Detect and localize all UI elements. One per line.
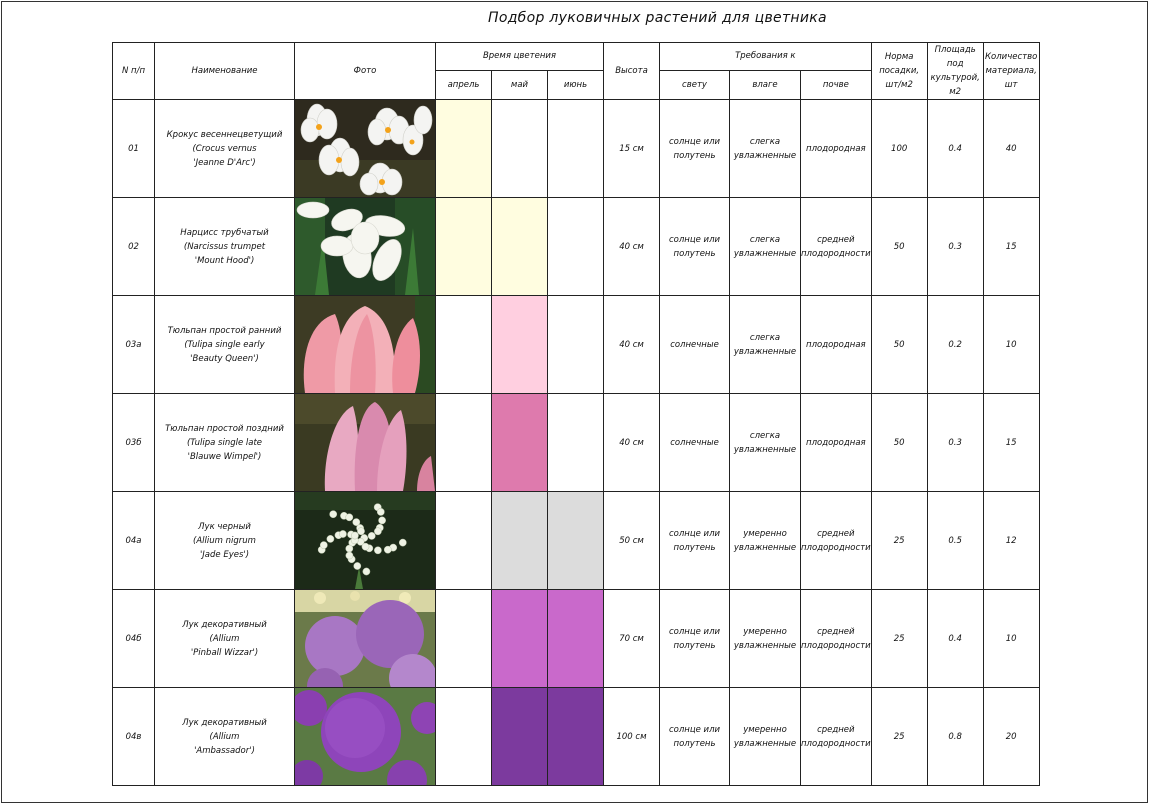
crocus-photo [295,100,436,198]
row-density: 25 [871,688,927,786]
row-quantity: 40 [983,100,1039,198]
bloom-june-cell [548,296,604,394]
row-soil: плодородная [801,296,872,394]
row-num: 04в [113,688,155,786]
row-num: 03б [113,394,155,492]
plants-table [112,42,1040,786]
row-name: Тюльпан простой ранний (Tulipa single early 'Beauty Queen') [155,296,295,394]
row-density: 25 [871,492,927,590]
bloom-april-cell [436,492,492,590]
row-area: 0.8 [927,688,983,786]
table-row [113,394,1040,492]
bloom-june-cell [548,394,604,492]
bloom-april-cell [436,688,492,786]
bloom-april-cell [436,296,492,394]
row-quantity: 10 [983,590,1039,688]
header-num: N п/п [113,43,155,100]
bloom-may-cell [492,394,548,492]
row-area: 0.3 [927,198,983,296]
row-num: 04а [113,492,155,590]
row-num: 01 [113,100,155,198]
row-soil: средней плодородности [801,590,872,688]
row-density: 50 [871,394,927,492]
row-num: 03а [113,296,155,394]
row-light: солнце или полутень [660,688,730,786]
header-density: Норма посадки, шт/м2 [871,43,927,100]
row-moisture: слегка увлажненные [730,100,801,198]
page-title: Подбор луковичных растений для цветника [488,10,827,26]
header-area: Площадь под культурой, м2 [927,43,983,100]
row-soil: плодородная [801,394,872,492]
row-quantity: 15 [983,198,1039,296]
row-density: 50 [871,296,927,394]
header-month-april: апрель [436,70,492,99]
row-light: солнечные [660,394,730,492]
bloom-april-cell [436,198,492,296]
bloom-june-cell [548,688,604,786]
header-month-june: июнь [548,70,604,99]
bloom-april-cell [436,590,492,688]
row-area: 0.4 [927,100,983,198]
bloom-may-cell [492,492,548,590]
bloom-may-cell [492,590,548,688]
header-name: Наименование [155,43,295,100]
row-moisture: слегка увлажненные [730,296,801,394]
table-row [113,688,1040,786]
row-light: солнечные [660,296,730,394]
header-req-moisture: влаге [730,70,801,99]
row-height: 15 см [604,100,660,198]
row-moisture: умеренно увлажненные [730,590,801,688]
header-month-may: май [492,70,548,99]
bloom-may-cell [492,688,548,786]
row-quantity: 15 [983,394,1039,492]
header-req-light: свету [660,70,730,99]
header-req-group: Требования к [660,43,872,71]
row-moisture: умеренно увлажненные [730,688,801,786]
row-height: 70 см [604,590,660,688]
bloom-june-cell [548,198,604,296]
row-height: 40 см [604,296,660,394]
row-moisture: слегка увлажненные [730,198,801,296]
table-row [113,590,1040,688]
row-soil: средней плодородности [801,492,872,590]
row-moisture: слегка увлажненные [730,394,801,492]
row-soil: плодородная [801,100,872,198]
row-name: Лук декоративный (Allium 'Ambassador') [155,688,295,786]
tulip-early-photo [295,296,436,394]
row-name: Нарцисс трубчатый (Narcissus trumpet 'Mount Hood') [155,198,295,296]
allium-pinball-photo [295,590,436,688]
row-num: 04б [113,590,155,688]
bloom-april-cell [436,394,492,492]
row-name: Тюльпан простой поздний (Tulipa single late 'Blauwe Wimpel') [155,394,295,492]
header-photo: Фото [295,43,436,100]
row-quantity: 12 [983,492,1039,590]
row-density: 50 [871,198,927,296]
row-light: солнце или полутень [660,590,730,688]
row-density: 100 [871,100,927,198]
row-height: 50 см [604,492,660,590]
allium-nigrum-photo [295,492,436,590]
row-soil: средней плодородности [801,688,872,786]
row-name: Крокус весеннецветущий (Crocus vernus 'Jeanne D'Arc') [155,100,295,198]
row-height: 100 см [604,688,660,786]
bloom-june-cell [548,100,604,198]
row-area: 0.4 [927,590,983,688]
row-name: Лук черный (Allium nigrum 'Jade Eyes') [155,492,295,590]
row-num: 02 [113,198,155,296]
bloom-may-cell [492,296,548,394]
narcissus-photo [295,198,436,296]
row-area: 0.5 [927,492,983,590]
bloom-june-cell [548,492,604,590]
header-bloom-group: Время цветения [436,43,604,71]
row-height: 40 см [604,198,660,296]
row-light: солнце или полутень [660,100,730,198]
table-row [113,100,1040,198]
row-light: солнце или полутень [660,492,730,590]
row-light: солнце или полутень [660,198,730,296]
header-height: Высота [604,43,660,100]
row-quantity: 20 [983,688,1039,786]
bloom-may-cell [492,198,548,296]
row-moisture: умеренно увлажненные [730,492,801,590]
bloom-june-cell [548,590,604,688]
row-area: 0.3 [927,394,983,492]
table-row [113,492,1040,590]
table-row [113,198,1040,296]
row-soil: средней плодородности [801,198,872,296]
bloom-may-cell [492,100,548,198]
row-quantity: 10 [983,296,1039,394]
header-req-soil: почве [801,70,872,99]
bloom-april-cell [436,100,492,198]
tulip-late-photo [295,394,436,492]
row-area: 0.2 [927,296,983,394]
row-height: 40 см [604,394,660,492]
row-name: Лук декоративный (Allium 'Pinball Wizzar') [155,590,295,688]
allium-ambassador-photo [295,688,436,786]
row-density: 25 [871,590,927,688]
header-quantity: Количество материала, шт [983,43,1039,100]
table-row [113,296,1040,394]
